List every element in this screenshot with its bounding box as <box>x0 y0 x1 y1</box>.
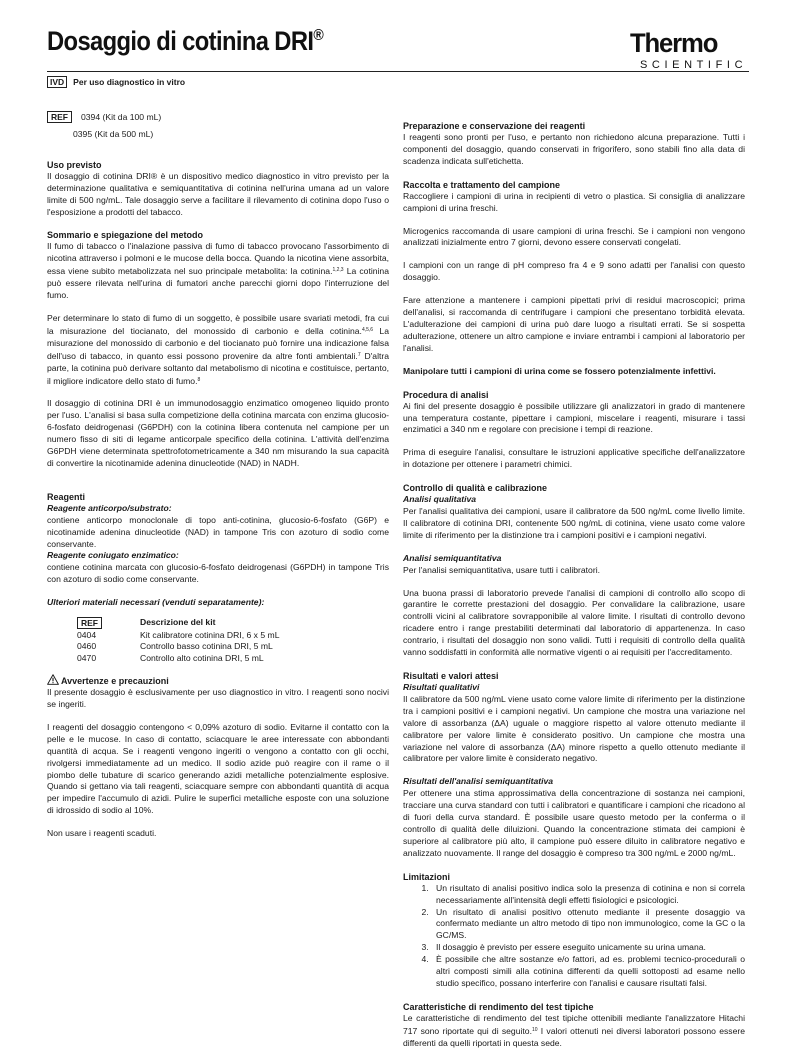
ivd-badge: IVD <box>47 76 67 88</box>
avvertenze-paragraph-1: Il presente dosaggio è esclusivamente per uso diagnostico in vitro. I reagenti sono nocivi se ingeriti. <box>47 687 389 709</box>
kit-code: 0470 <box>77 652 97 663</box>
procedura-paragraph-1: Ai fini del presente dosaggio è possibile utilizzare gli analizzatori in grado di mantenere una temperatura costante, pipettare i campioni, miscelare i reagenti, misurare i tassi enzimatici a 340 nm e regolare con precisione i tempi di reazione. <box>403 400 745 435</box>
kit-description: Controllo basso cotinina DRI, 5 mL <box>140 641 273 652</box>
list-item: 3. Il dosaggio è previsto per essere eseguito unicamente su urina umana. <box>431 942 745 954</box>
kit-code: 0460 <box>77 641 97 652</box>
reagente-2-text: contiene cotinina marcata con glucosio-6-fosfato deidrogenasi (G6PDH) in tampone Tris con azoturo di sodio come conservante. <box>47 562 389 585</box>
sommario-paragraph-2: Per determinare lo stato di fumo di un soggetto, è possibile usare svariati metodi, fra cui la misurazione del tiocianato, del monossido di carbonio e della cotinina.$^{4,5,6}$ La misurazione del monossido di carbonio e del tiocianato può fornire una indicazione falsa dell'uso di tabacco, in quanto essi possono provenire da altre fonti ambientali.$^7$ D'altra parte, la cotinina può derivare soltanto dal metabolismo di nicotina e costituisce, pertanto, il migliore indicatore dello stato di fumo.$^8$ <box>47 312 390 386</box>
section-avvertenze: Avvertenze e precauzioni <box>47 674 389 687</box>
procedura-paragraph-2: Prima di eseguire l'analisi, consultare le istruzioni applicative specifiche dell'analizzatore in dotazione per ottenere i parametri chimici. <box>403 447 745 470</box>
raccolta-paragraph-4: Fare attenzione a mantenere i campioni pipettati privi di residui macroscopici; prima dell'analisi, si raccomanda di centrifugare i campioni che presentano torbidità elevata. L'adulterazione dei campioni di urina può dare luogo a risultati errati. Se si sospetta adulterazione, ottenere un altro campione e inviare entrambi i campioni al laboratorio per l'analisi. <box>403 295 745 353</box>
kit-description: Kit calibratore cotinina DRI, 6 x 5 mL <box>140 629 280 640</box>
raccolta-warning-note: Manipolare tutti i campioni di urina come se fossero potenzialmente infettivi. <box>403 365 716 376</box>
section-raccolta: Raccolta e trattamento del campione <box>403 179 561 190</box>
reagente-1-title: Reagente anticorpo/substrato: <box>47 502 172 513</box>
kit-description: Controllo alto cotinina DRI, 5 mL <box>140 652 264 663</box>
right-column <box>403 120 745 1050</box>
kit-ref-badge: REF <box>77 617 102 629</box>
controllo-paragraph: Una buona prassi di laboratorio prevede l'analisi di campioni di controllo allo scopo di garantire le corrette prestazioni del dosaggio. Per convalidare la calibrazione, usare controlli vicini al calibratore sovrapponibile al valore limite. I risultati di controllo devono ricadere entro i range prestabiliti determinati dal laboratorio di appartenenza. In caso contrario, i risultati del dosaggio non sono validi. Tutti i requisiti di controllo della qualità vanno soddisfatti in conformità alle normative vigenti o ai requisiti per l'accreditamento. <box>403 587 745 658</box>
uso-previsto-text: Il dosaggio di cotinina DRI® è un dispositivo medico diagnostico in vitro previsto per la determinazione qualitativa e semiquantitativa di cotinina nell'urina umana ad un valore limite di 500 ng/mL. Tale dosaggio serve a facilitare il rilevamento di cotinina dopo l'uso o l'esposizione a prodotti del tabacco. <box>47 170 389 217</box>
sommario-paragraph-1: Il fumo di tabacco o l'inalazione passiva di fumo di tabacco provocano l'assorbimento di nicotina attraverso i polmoni e le mucose della bocca. Quando la nicotina viene assorbita, essa viene subito metabolizzata nel suo principale metabolita: la cotinina.$^{1,2,3}$ La cotinina può essere rilevata nell'urina di fumatori anche parecchi giorni dopo l'interruzione del fumo. <box>47 241 389 301</box>
list-item: 1. Un risultato di analisi positivo indica solo la presenza di cotinina e non si correla necessariamente all'intensità degli effetti fisiologici e psicologici. <box>431 883 745 907</box>
kit-code: 0404 <box>77 629 97 640</box>
warning-triangle-icon <box>47 674 59 685</box>
section-risultati: Risultati e valori attesi <box>403 671 499 681</box>
thermo-scientific-logo <box>630 28 748 72</box>
section-reagenti: Reagenti <box>47 491 86 502</box>
section-uso-previsto: Uso previsto <box>47 159 102 170</box>
kit-table-header <box>47 617 389 630</box>
analisi-qualitativa-title: Analisi qualitativa <box>403 494 477 505</box>
ref-line-1: 0394 (Kit da 100 mL) <box>81 112 162 122</box>
left-column <box>47 111 389 840</box>
ref-line-2: 0395 (Kit da 500 mL) <box>73 128 154 139</box>
kit-table <box>47 617 389 664</box>
kit-description-header: Descrizione del kit <box>140 617 216 628</box>
ref-block <box>47 111 389 141</box>
reagente-2-title: Reagente coniugato enzimatico: <box>47 550 179 561</box>
caratteristiche-text: Le caratteristiche di rendimento del test tipiche ottenibili mediante l'analizzatore Hitachi 717 sono riportate qui di seguito.$^{10}$ I valori ottenuti nei diversi laboratori possono essere differenti da quelli riportati in questa sede. <box>403 1012 745 1048</box>
ivd-line <box>47 76 185 88</box>
section-sommario: Sommario e spiegazione del metodo <box>47 230 204 241</box>
analisi-semiquantitativa-text: Per l'analisi semiquantitativa, usare tutti i calibratori. <box>403 564 600 575</box>
table-row <box>47 653 389 665</box>
section-caratteristiche: Caratteristiche di rendimento del test tipiche <box>403 1001 594 1012</box>
logo-subword: SCIENTIFIC <box>640 59 748 71</box>
ref-badge: REF <box>47 111 72 123</box>
raccolta-paragraph-2: Microgenics raccomanda di usare campioni di urina freschi. Se i campioni non vengono analizzati inizialmente entro 7 giorni, devono essere conservati congelati. <box>403 225 745 248</box>
avvertenze-paragraph-2: I reagenti del dosaggio contengono < 0,09% azoturo di sodio. Evitarne il contatto con la pelle e le mucose. In caso di contatto, sciacquare le aree interessate con abbondanti quantità di acqua. Se i reagenti vengono ingeriti o vengono a contatto con gli occhi, rivolgersi immediatamente ad un medico. Il sodio azide può reagire con il rame o il piombo delle tubature di scarico generando azidi metalliche potenzialmente esplosive. Quando si gettano via tali reagenti, sciacquare sempre con abbondanti quantità di acqua per impedire l'accumulo di azidi. Pulire le superfici metalliche esposte con una soluzione di idrossido di sodio al 10%. <box>47 721 389 816</box>
header-divider <box>47 71 749 72</box>
table-row <box>47 641 389 653</box>
ivd-text: Per uso diagnostico in vitro <box>73 77 186 87</box>
section-controllo: Controllo di qualità e calibrazione <box>403 483 548 494</box>
raccolta-paragraph-3: I campioni con un range di pH compreso fra 4 e 9 sono adatti per l'analisi con questo dosaggio. <box>403 260 745 283</box>
risultati-qualitativi-text: Il calibratore da 500 ng/mL viene usato come valore limite di riferimento per la distinzione tra i campioni positivi e i campioni negativi. Un campione che mostra una variazione nel valore di assorbanza (ΔA) uguale o maggiore rispetto al valore ottenuto mediante il calibratore per valore limite è considerato positivo. Un campione che mostra una variazione nel valore di assorbanza (ΔA) minore rispetto a quello ottenuto mediante il calibratore per valore limite è considerato negativo. <box>403 693 745 764</box>
risultati-semiquantitativi-title: Risultati dell'analisi semiquantitativa <box>403 776 554 787</box>
preparazione-text: I reagenti sono pronti per l'uso, e pertanto non richiedono alcuna preparazione. Tutti i componenti del dosaggio, quando conservati in frigorifero, sono stabili fino alla data di scadenza indicata sull'etichetta. <box>403 132 745 166</box>
limitazioni-list <box>403 883 745 990</box>
page-title: Dosaggio di cotinina DRI® <box>47 26 324 56</box>
sommario-paragraph-3: Il dosaggio di cotinina DRI è un immunodosaggio enzimatico omogeneo liquido pronto per l'uso. L'analisi si basa sulla competizione della cotinina marcata con enzima glucosio-6-fosfato deidrogenasi (G6PDH) con la cotinina libera contenuta nel campione per un numero fisso di siti di legame anticorpale specifico della cotinina. L'attività dell'enzima G6PDH viene determinata spettrofotometricamente a 340 nm misurando la sua capacità di convertire la nicotinamide adenina dinucleotide (NAD) in NADH. <box>47 398 389 468</box>
logo-word: Thermo <box>630 28 718 58</box>
risultati-qualitativi-title: Risultati qualitativi <box>403 682 480 692</box>
avvertenze-paragraph-3: Non usare i reagenti scaduti. <box>47 828 157 839</box>
analisi-qualitativa-text: Per l'analisi qualitativa dei campioni, usare il calibratore da 500 ng/mL come livello limite. Il calibratore di cotinina DRI, contenente 500 ng/mL di cotinina, viene usato come valore limite di riferimento per la distinzione tra i campioni positivi e i campioni negativi. <box>403 506 745 540</box>
section-procedura: Procedura di analisi <box>403 389 489 400</box>
reagente-1-text: contiene anticorpo monoclonale di topo anti-cotinina, glucosio-6-fosfato (G6P) e nicotinamide adenina dinucleotide (NAD) in tampone Tris con azoturo di sodio come conservante. <box>47 514 389 549</box>
raccolta-paragraph-1: Raccogliere i campioni di urina in recipienti di vetro o plastica. Si consiglia di analizzare campioni di urina freschi. <box>403 190 745 213</box>
list-item: 4. È possibile che altre sostanze e/o fattori, ad es. problemi tecnico-procedurali o altri composti simili alla cotinina differenti da quelli sottoposti ad esame nello studio specifico, possano interferire con l'analisi e causare risultati falsi. <box>431 954 745 990</box>
section-limitazioni: Limitazioni <box>403 871 450 882</box>
analisi-semiquantitativa-title: Analisi semiquantitativa <box>403 552 502 563</box>
risultati-semiquantitativi-text: Per ottenere una stima approssimativa della concentrazione di sostanza nei campioni, tracciare una curva standard con tutti i calibratori e quantificare i campioni che ricadono al di fuori della curva standard. È possibile usare questo metodo per la conferma o il controllo di qualità delle diluizioni. Quando la concentrazione stimata dei campioni è superiore al calibratore più alto, il campione può essere diluito in calibratore negativo e analizzato nuovamente. Il range del dosaggio è compreso tra 300 ng/mL e 2000 ng/mL. <box>403 788 745 858</box>
table-row <box>47 630 389 642</box>
section-preparazione: Preparazione e conservazione dei reagenti <box>403 121 586 131</box>
ulteriori-materiali-title: Ulteriori materiali necessari (venduti separatamente): <box>47 597 265 608</box>
list-item: 2. Un risultato di analisi positivo ottenuto mediante il presente dosaggio va confermato mediante un altro metodo di tipo non immunologico, come la GC o la GC/MS. <box>431 907 745 943</box>
